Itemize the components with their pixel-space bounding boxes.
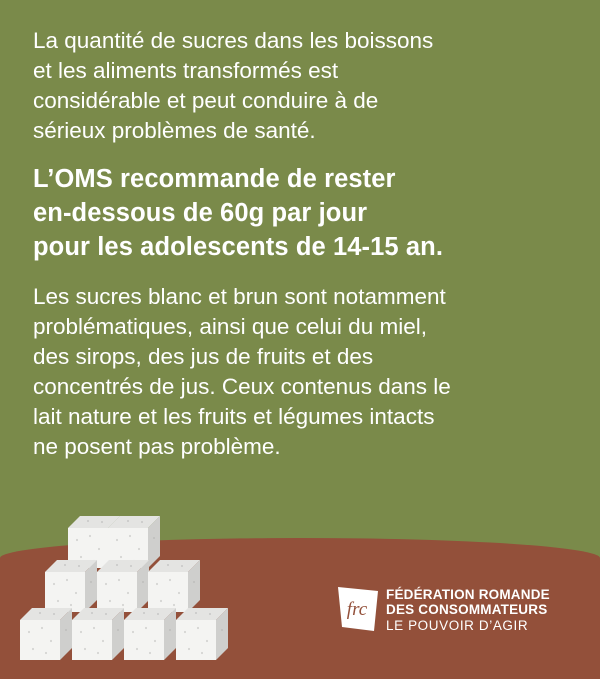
sugar-cubes-illustration	[0, 500, 230, 679]
intro-line: et les aliments transformés est	[33, 58, 339, 83]
recommendation-paragraph	[33, 162, 578, 264]
logo-text	[386, 587, 550, 634]
intro-line: sérieux problèmes de santé.	[33, 118, 316, 143]
details-line: lait nature et les fruits et légumes intacts	[33, 404, 435, 429]
details-line: problématiques, ainsi que celui du miel,	[33, 314, 427, 339]
intro-line: La quantité de sucres dans les boissons	[33, 28, 434, 53]
recommendation-line: L’OMS recommande de rester	[33, 165, 396, 193]
recommendation-line: pour les adolescents de 14-15 an.	[33, 233, 444, 261]
logo-tagline: LE POUVOIR D’AGIR	[386, 618, 529, 633]
frc-logo	[336, 585, 586, 640]
intro-line: considérable et peut conduire à de	[33, 88, 379, 113]
details-line: Les sucres blanc et brun sont notamment	[33, 284, 446, 309]
details-line: concentrés de jus. Ceux contenus dans le	[33, 374, 451, 399]
details-line: ne posent pas problème.	[33, 434, 281, 459]
recommendation-line: en-dessous de 60g par jour	[33, 199, 368, 227]
logo-mark-text: frc	[346, 599, 368, 620]
text-block	[33, 26, 578, 462]
details-paragraph	[33, 282, 578, 462]
frc-logo-mark	[336, 585, 380, 633]
logo-line-federation: FÉDÉRATION ROMANDE	[386, 587, 550, 602]
logo-line-consommateurs: DES CONSOMMATEURS	[386, 602, 548, 617]
details-line: des sirops, des jus de fruits et des	[33, 344, 374, 369]
intro-paragraph	[33, 26, 578, 146]
